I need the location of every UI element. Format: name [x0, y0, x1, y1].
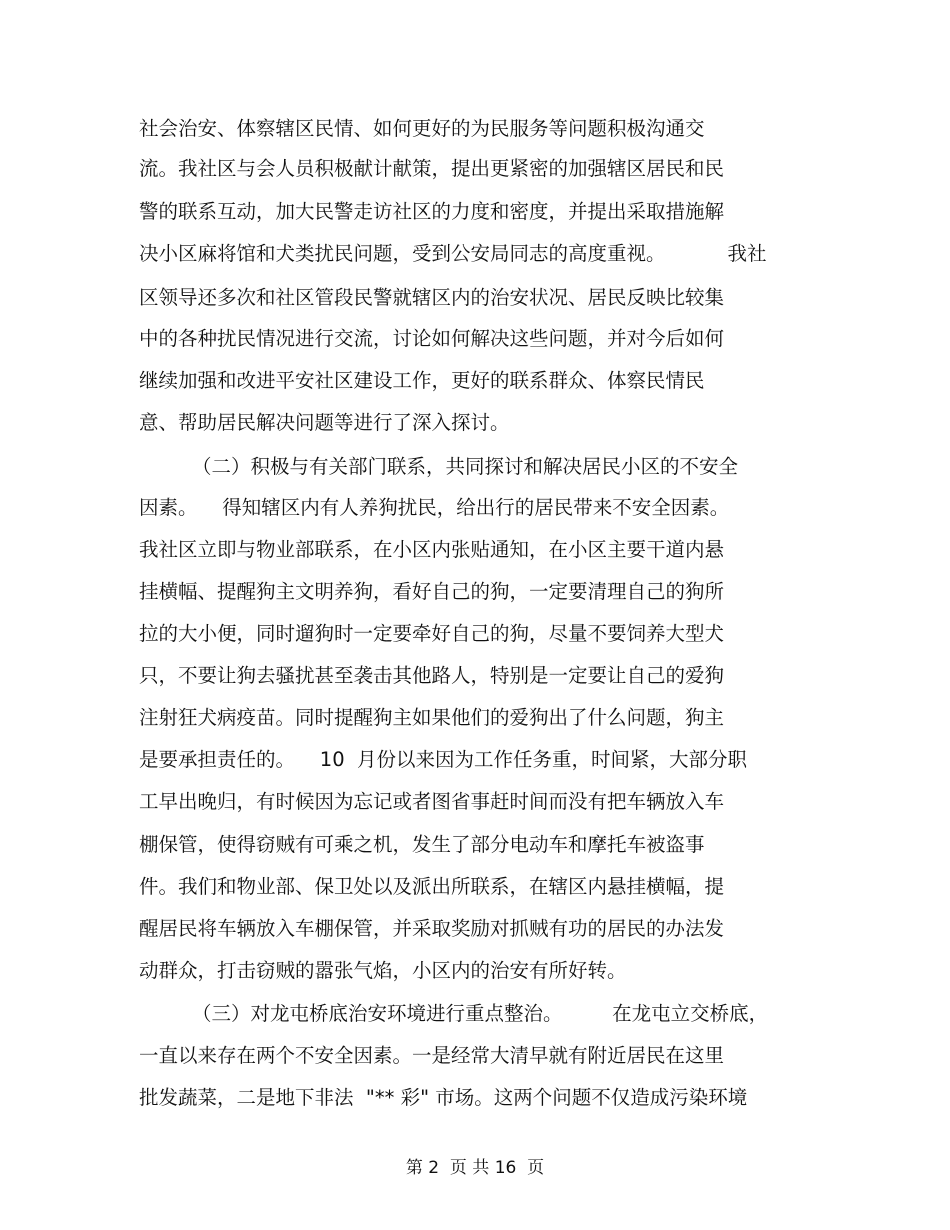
- text-line: 我社区立即与物业部联系，在小区内张贴通知，在小区主要干道内悬: [139, 538, 725, 561]
- text-line: 中的各种扰民情况进行交流，讨论如何解决这些问题，并对今后如何: [139, 327, 725, 350]
- text-line: 一直以来存在两个不安全因素。一是经常大清早就有附近居民在这里: [139, 1044, 725, 1067]
- text-line: 拉的大小便，同时遛狗时一定要牵好自己的狗，尽量不要饲养大型犬: [139, 622, 725, 645]
- text-line: 挂横幅、提醒狗主文明养狗，看好自己的狗，一定要清理自己的狗所: [139, 580, 725, 603]
- text-line: 注射狂犬病疫苗。同时提醒狗主如果他们的爱狗出了什么问题，狗主: [139, 706, 725, 729]
- page-number-footer: 第 2 页 共 16 页: [405, 1158, 545, 1178]
- text-line: 社会治安、体察辖区民情、如何更好的为民服务等问题积极沟通交: [139, 117, 705, 140]
- text-line: 警的联系互动，加大民警走访社区的力度和密度，并提出采取措施解: [139, 200, 725, 223]
- text-line: 是要承担责任的。 10 月份以来因为工作任务重，时间紧，大部分职: [139, 748, 748, 771]
- text-line: 意、帮助居民解决问题等进行了深入探讨。: [139, 411, 510, 434]
- text-line: 工早出晚归，有时候因为忘记或者图省事赶时间而没有把车辆放入车: [139, 790, 725, 813]
- text-line: 醒居民将车辆放入车棚保管，并采取奖励对抓贼有功的居民的办法发: [139, 917, 725, 940]
- text-line: 动群众，打击窃贼的嚣张气焰，小区内的治安有所好转。: [139, 959, 627, 982]
- text-line: 件。我们和物业部、保卫处以及派出所联系，在辖区内悬挂横幅，提: [139, 875, 725, 898]
- text-line: 决小区麻将馆和犬类扰民问题，受到公安局同志的高度重视。 我社: [139, 242, 767, 265]
- text-line: 批发蔬菜，二是地下非法 "** 彩" 市场。这两个问题不仅造成污染环境: [139, 1086, 748, 1109]
- text-line: 区领导还多次和社区管段民警就辖区内的治安状况、居民反映比较集: [139, 286, 725, 309]
- text-line: 只，不要让狗去骚扰甚至袭击其他路人，特别是一定要让自己的爱狗: [139, 664, 725, 687]
- section-heading-2: （二）积极与有关部门联系，共同探讨和解决居民小区的不安全: [192, 455, 739, 478]
- text-line: 因素。 得知辖区内有人养狗扰民，给出行的居民带来不安全因素。: [139, 496, 730, 519]
- text-line: 流。我社区与会人员积极献计献策，提出更紧密的加强辖区居民和民: [139, 157, 725, 180]
- text-line: 棚保管，使得窃贼有可乘之机，发生了部分电动车和摩托车被盗事: [139, 833, 705, 856]
- text-line: 继续加强和改进平安社区建设工作，更好的联系群众、体察民情民: [139, 369, 705, 392]
- section-heading-3: （三）对龙屯桥底治安环境进行重点整治。 在龙屯立交桥底，: [192, 1002, 769, 1025]
